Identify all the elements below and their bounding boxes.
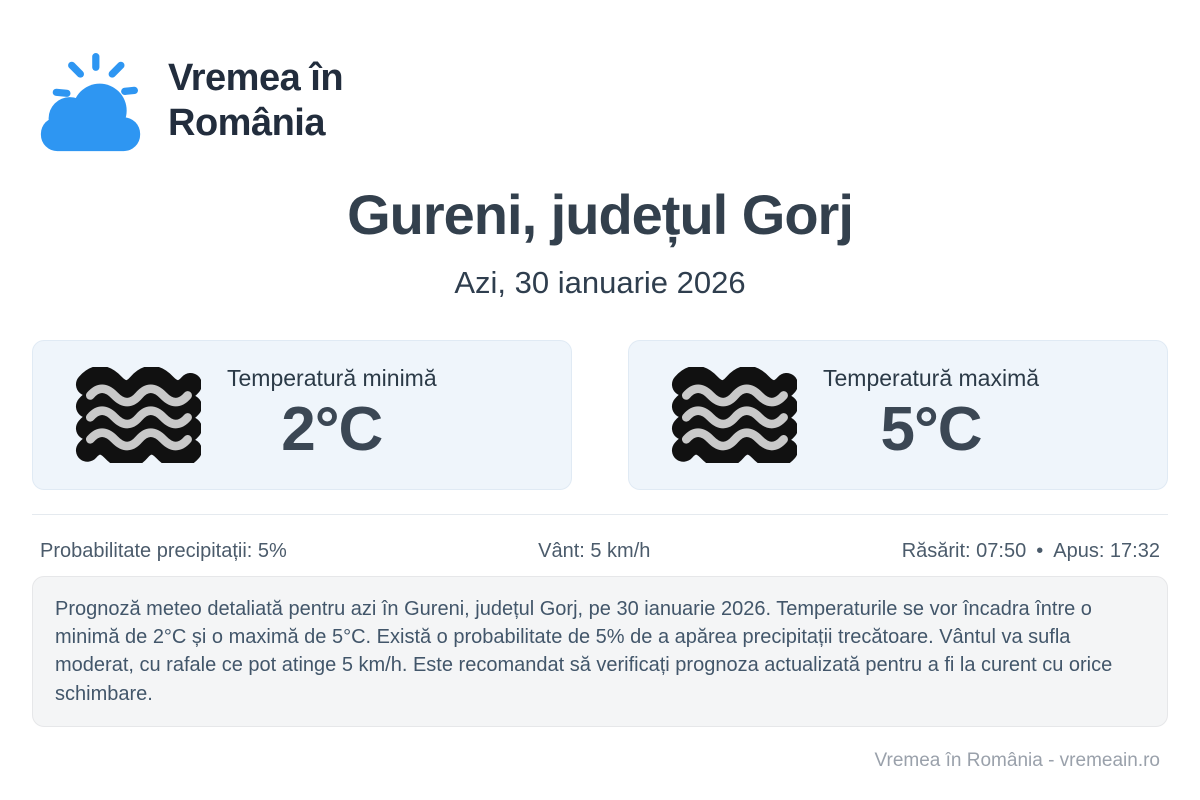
stat-sunrise: Răsărit: 07:50 [901,540,1027,562]
card-temp-min [32,340,572,490]
site-name-line2: România [168,102,325,144]
page-date: Azi, 30 ianuarie 2026 [454,265,746,300]
card-temp-max-text [823,365,1039,465]
sun-cloud-icon [38,48,144,154]
site-logo[interactable] [38,48,343,154]
footer-credit: Vremea în România - vremeain.ro [874,750,1160,771]
temp-min-label: Temperatură minimă [227,365,437,391]
card-temp-min-text [227,365,437,465]
site-name-line1: Vremea în [168,57,344,100]
stat-sunset: Apus: 17:32 [1053,540,1160,562]
stat-wind: Vânt: 5 km/h [538,540,651,562]
temperature-cards [32,340,1168,490]
forecast-panel [32,576,1168,727]
forecast-text: Prognoză meteo detaliată pentru azi în Gureni, județul Gorj, pe 30 ianuarie 2026. Temperaturile se vor încadra între o minimă de 2°C și o maximă de 5°C. Există o probabilitate de 5% de a apărea precipitații trecătoare. Vântul va sufla moderat, cu rafale ce pot atinge 5 km/h. Este recomandat să verificați prognoza actualizată pentru a fi la curent cu orice schimbare. [55,598,1113,705]
fog-icon [671,367,797,463]
site-name [168,56,343,146]
card-temp-max [628,340,1168,490]
dot-separator: • [1036,540,1044,562]
stat-sun-times [902,540,1160,563]
stat-precipitation: Probabilitate precipitații: 5% [40,540,287,562]
fog-icon [75,367,201,463]
temp-max-value: 5°C [880,395,982,464]
page-title: Gureni, județul Gorj [347,183,853,246]
divider [32,514,1168,515]
temp-max-label: Temperatură maximă [823,365,1040,391]
temp-min-value: 2°C [281,395,383,464]
stats-row [40,540,1160,563]
